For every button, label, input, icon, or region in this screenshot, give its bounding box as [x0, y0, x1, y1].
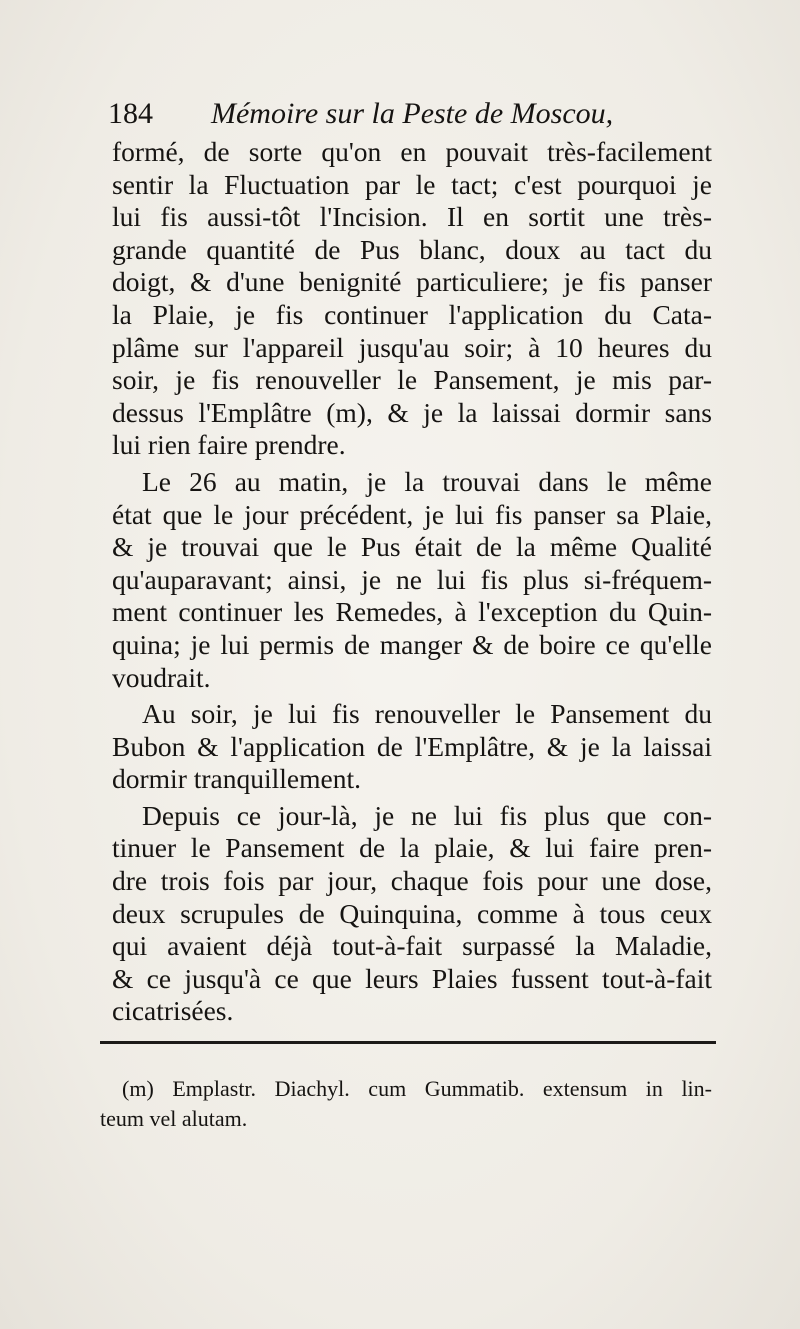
- text-line: lui rien faire prendre.: [112, 429, 346, 461]
- running-title: Mémoire sur la Peste de Moscou,: [211, 97, 614, 130]
- body-text: [112, 136, 712, 1032]
- text-line: Depuis ce jour-là, je ne lui fis plus que con-: [142, 799, 712, 831]
- text-line: doigt, & d'une benignité particuliere; je fis panser: [112, 266, 712, 298]
- text-line: Le 26 au matin, je la trouvai dans le même: [142, 465, 712, 497]
- footnote-line: (m) Emplastr. Diachyl. cum Gummatib. extensum in lin-: [122, 1076, 712, 1101]
- footnote-rule: [100, 1041, 716, 1044]
- text-line: Au soir, je lui fis renouveller le Pansement du: [142, 698, 712, 730]
- text-line: état que le jour précédent, je lui fis panser sa Plaie,: [112, 498, 712, 530]
- text-line: qu'auparavant; ainsi, je ne lui fis plus si-fréquem-: [112, 563, 712, 595]
- text-line: qui avaient déjà tout-à-fait surpassé la Maladie,: [112, 930, 712, 962]
- footnote: [100, 1074, 712, 1134]
- text-line: tinuer le Pansement de la plaie, & lui faire pren-: [112, 832, 712, 864]
- text-line: cicatrisées.: [112, 995, 234, 1027]
- text-line: voudrait.: [112, 661, 211, 693]
- text-line: & ce jusqu'à ce que leurs Plaies fussent tout-à-fait: [112, 962, 712, 994]
- text-line: dormir tranquillement.: [112, 763, 361, 795]
- page-header: [108, 92, 648, 136]
- text-line: Bubon & l'application de l'Emplâtre, & je la laissai: [112, 730, 712, 762]
- text-line: ment continuer les Remedes, à l'exception du Quin-: [112, 596, 712, 628]
- page-number: 184: [108, 97, 153, 130]
- text-line: sentir la Fluctuation par le tact; c'est pourquoi je: [112, 168, 712, 200]
- text-line: la Plaie, je fis continuer l'application du Cata-: [112, 298, 712, 330]
- text-line: dessus l'Emplâtre (m), & je la laissai dormir sans: [112, 396, 712, 428]
- paragraph: [112, 466, 712, 694]
- paragraph: [112, 136, 712, 462]
- text-line: plâme sur l'appareil jusqu'au soir; à 10 heures du: [112, 331, 712, 363]
- text-line: formé, de sorte qu'on en pouvait très-facilement: [112, 136, 712, 167]
- paragraph: [112, 698, 712, 796]
- text-line: lui fis aussi-tôt l'Incision. Il en sortit une très-: [112, 201, 712, 233]
- text-line: deux scrupules de Quinquina, comme à tous ceux: [112, 897, 712, 929]
- text-line: grande quantité de Pus blanc, doux au tact du: [112, 233, 712, 265]
- text-line: & je trouvai que le Pus était de la même Qualité: [112, 531, 712, 563]
- text-line: soir, je fis renouveller le Pansement, je mis par-: [112, 364, 712, 396]
- paragraph: [112, 800, 712, 1028]
- text-line: quina; je lui permis de manger & de boire ce qu'elle: [112, 628, 712, 660]
- footnote-line: teum vel alutam.: [100, 1106, 248, 1131]
- text-line: dre trois fois par jour, chaque fois pour une dose,: [112, 865, 712, 897]
